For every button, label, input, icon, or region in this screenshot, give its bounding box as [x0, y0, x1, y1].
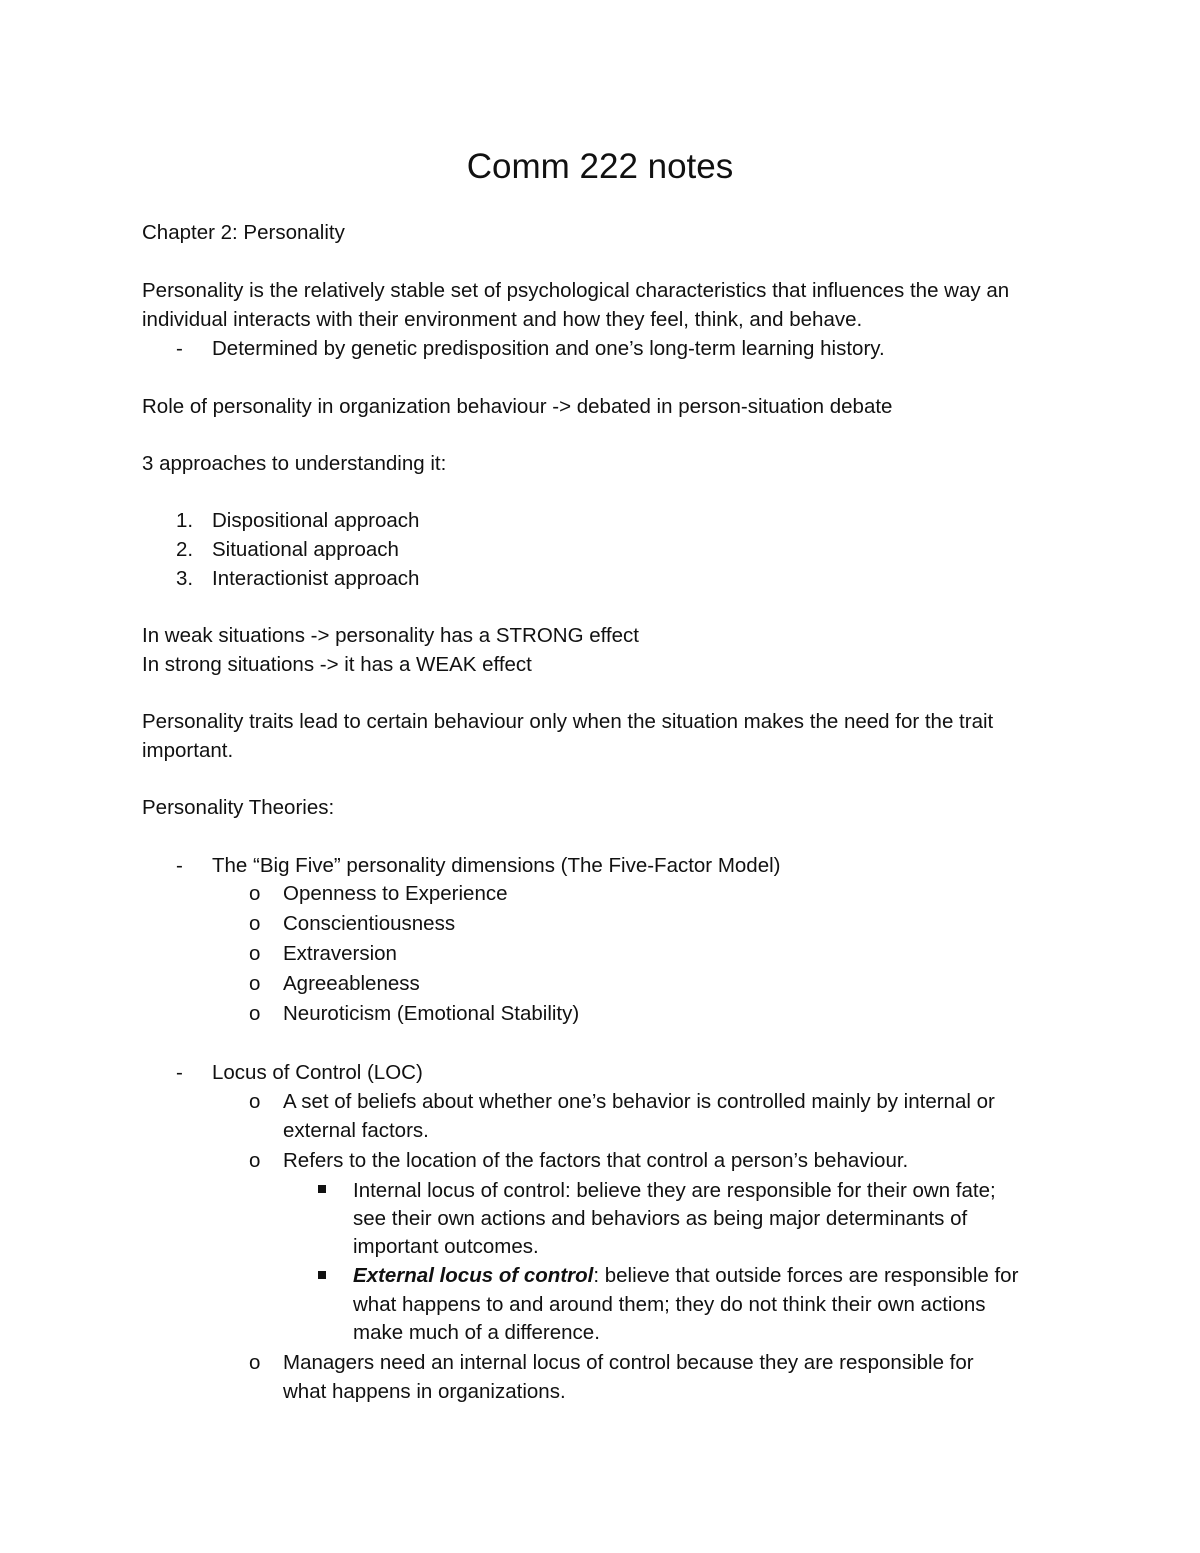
external-loc-term: External locus of control	[353, 1264, 594, 1287]
traits-note-line-2: important.	[142, 739, 234, 762]
external-loc-line-3: make much of a difference.	[353, 1321, 600, 1344]
big-five-item: Neuroticism (Emotional Stability)	[283, 1002, 580, 1025]
approaches-intro: 3 approaches to understanding it:	[142, 452, 447, 475]
list-number: 1.	[176, 509, 194, 532]
page-title: Comm 222 notes	[466, 147, 734, 186]
dash-bullet: -	[176, 854, 183, 877]
definition-line-2: individual interacts with their environment and how they feel, think, and behave.	[142, 308, 863, 331]
traits-note-line-1: Personality traits lead to certain behaviour only when the situation makes the need for the trait	[142, 710, 994, 733]
big-five-item: Openness to Experience	[283, 882, 508, 905]
circle-bullet: o	[249, 1149, 261, 1172]
dash-bullet: -	[176, 337, 183, 360]
square-bullet	[318, 1185, 326, 1193]
internal-loc-line-2: see their own actions and behaviors as being major determinants of	[353, 1207, 968, 1230]
circle-bullet: o	[249, 882, 261, 905]
circle-bullet: o	[249, 972, 261, 995]
loc-definition-line-2: external factors.	[283, 1119, 429, 1142]
circle-bullet: o	[249, 912, 261, 935]
external-loc-line-2: what happens to and around them; they do not think their own actions	[353, 1293, 986, 1316]
circle-bullet: o	[249, 942, 261, 965]
external-loc-description: : believe that outside forces are responsible for	[593, 1264, 1019, 1287]
external-loc-line-1	[353, 1262, 1018, 1290]
circle-bullet: o	[249, 1002, 261, 1025]
dash-bullet: -	[176, 1061, 183, 1084]
managers-line-1: Managers need an internal locus of control because they are responsible for	[283, 1351, 974, 1374]
definition-line-1: Personality is the relatively stable set of psychological characteristics that influences the way an	[142, 279, 1010, 302]
big-five-item: Extraversion	[283, 942, 397, 965]
loc-definition-line-1: A set of beliefs about whether one’s behavior is controlled mainly by internal or	[283, 1090, 995, 1113]
theories-heading: Personality Theories:	[142, 796, 335, 819]
loc-location-line: Refers to the location of the factors that control a person’s behaviour.	[283, 1149, 909, 1172]
internal-loc-line-1: Internal locus of control: believe they are responsible for their own fate;	[353, 1179, 996, 1202]
managers-line-2: what happens in organizations.	[283, 1380, 566, 1403]
square-bullet	[318, 1271, 326, 1279]
internal-loc-line-3: important outcomes.	[353, 1235, 539, 1258]
loc-heading: Locus of Control (LOC)	[212, 1061, 423, 1084]
approach-item: Interactionist approach	[212, 567, 420, 590]
definition-bullet: Determined by genetic predisposition and one’s long-term learning history.	[212, 337, 885, 360]
list-number: 3.	[176, 567, 194, 590]
big-five-item: Agreeableness	[283, 972, 420, 995]
strong-situation-line: In strong situations -> it has a WEAK effect	[142, 653, 532, 676]
big-five-item: Conscientiousness	[283, 912, 456, 935]
list-number: 2.	[176, 538, 194, 561]
weak-situation-line: In weak situations -> personality has a STRONG effect	[142, 624, 639, 647]
chapter-heading: Chapter 2: Personality	[142, 221, 345, 244]
big-five-heading: The “Big Five” personality dimensions (The Five-Factor Model)	[212, 854, 781, 877]
circle-bullet: o	[249, 1090, 261, 1113]
role-line: Role of personality in organization behaviour -> debated in person-situation debate	[142, 395, 893, 418]
approach-item: Dispositional approach	[212, 509, 420, 532]
circle-bullet: o	[249, 1351, 261, 1374]
approach-item: Situational approach	[212, 538, 399, 561]
